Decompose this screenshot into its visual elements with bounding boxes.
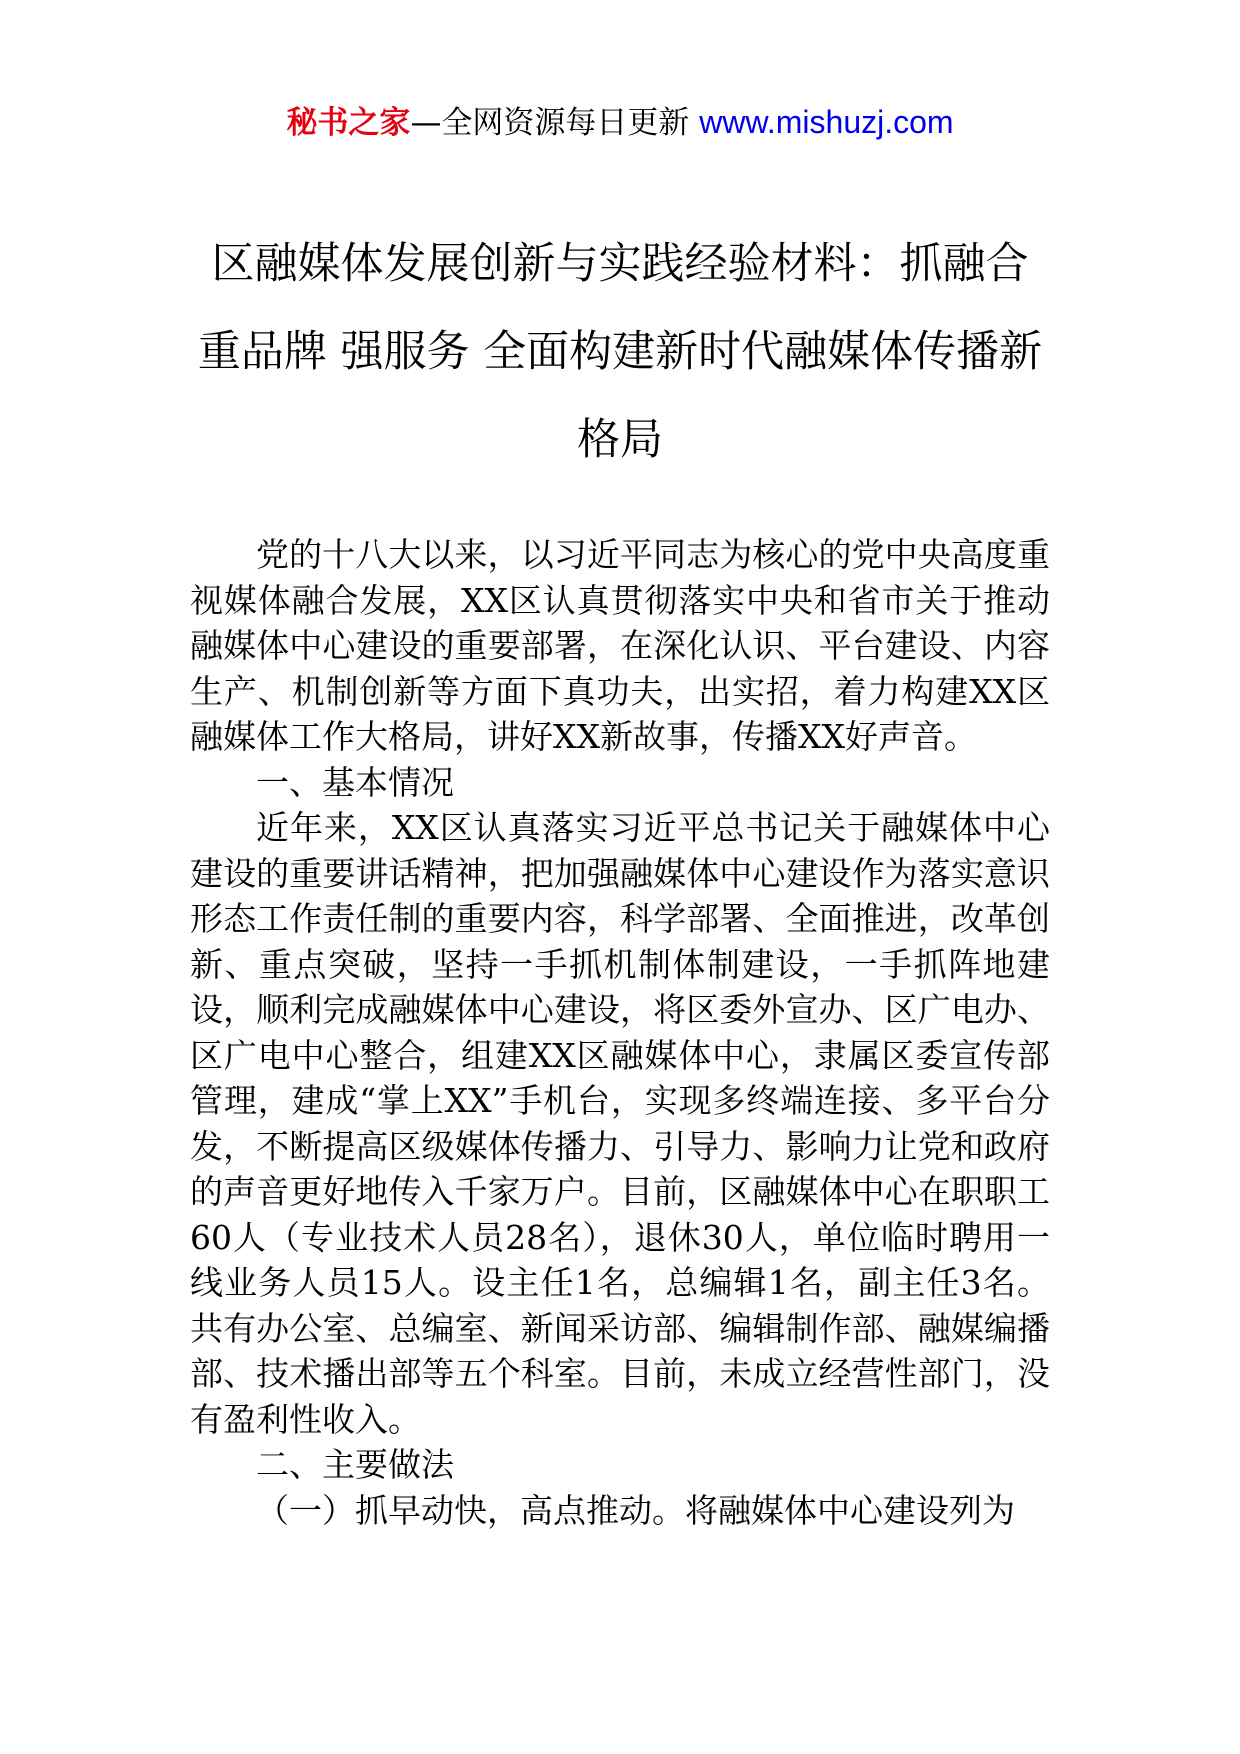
site-header (0, 100, 1240, 145)
main-practices-paragraph: （一）抓早动快，高点推动。将融媒体中心建设列为 (256, 1490, 1015, 1530)
section-heading-basic-situation: 一、基本情况 (256, 762, 454, 802)
intro-paragraph: 党的十八大以来，以习近平同志为核心的党中央高度重视媒体融合发展，XX区认真贯彻落实中央和省市关于推动融媒体中心建设的重要部署，在深化认识、平台建设、内容生产、机制创新等方面下真功夫，出实招，着力构建XX区融媒体工作大格局，讲好XX新故事，传播XX好声音。 (190, 535, 1050, 756)
document-title: 区融媒体发展创新与实践经验材料：抓融合 重品牌 强服务 全面构建新时代融媒体传播新格局 (197, 239, 1043, 465)
basic-situation-paragraph: 近年来，XX区认真落实习近平总书记关于融媒体中心建设的重要讲话精神，把加强融媒体中心建设作为落实意识形态工作责任制的重要内容，科学部署、全面推进，改革创新、重点突破，坚持一手抓机制体制建设，一手抓阵地建设，顺利完成融媒体中心建设，将区委外宣办、区广电办、区广电中心整合，组建XX区融媒体中心，隶属区委宣传部管理，建成“掌上XX”手机台，实现多终端连接、多平台分发，不断提高区级媒体传播力、引导力、影响力让党和政府的声音更好地传入千家万户。目前，区融媒体中心在职职工60人（专业技术人员28名），退休30人，单位临时聘用一线业务人员15人。设主任1名，总编辑1名，副主任3名。共有办公室、总编室、新闻采访部、编辑制作部、融媒编播部、技术播出部等五个科室。目前，未成立经营性部门，没有盈利性收入。 (190, 808, 1050, 1439)
section-heading-main-practices: 二、主要做法 (256, 1445, 454, 1484)
site-name: 秘书之家 (286, 105, 411, 141)
document-body (190, 532, 1050, 1533)
site-tagline: —全网资源每日更新 (410, 105, 700, 141)
site-url-link[interactable]: www.mishuzj.com (699, 104, 954, 140)
